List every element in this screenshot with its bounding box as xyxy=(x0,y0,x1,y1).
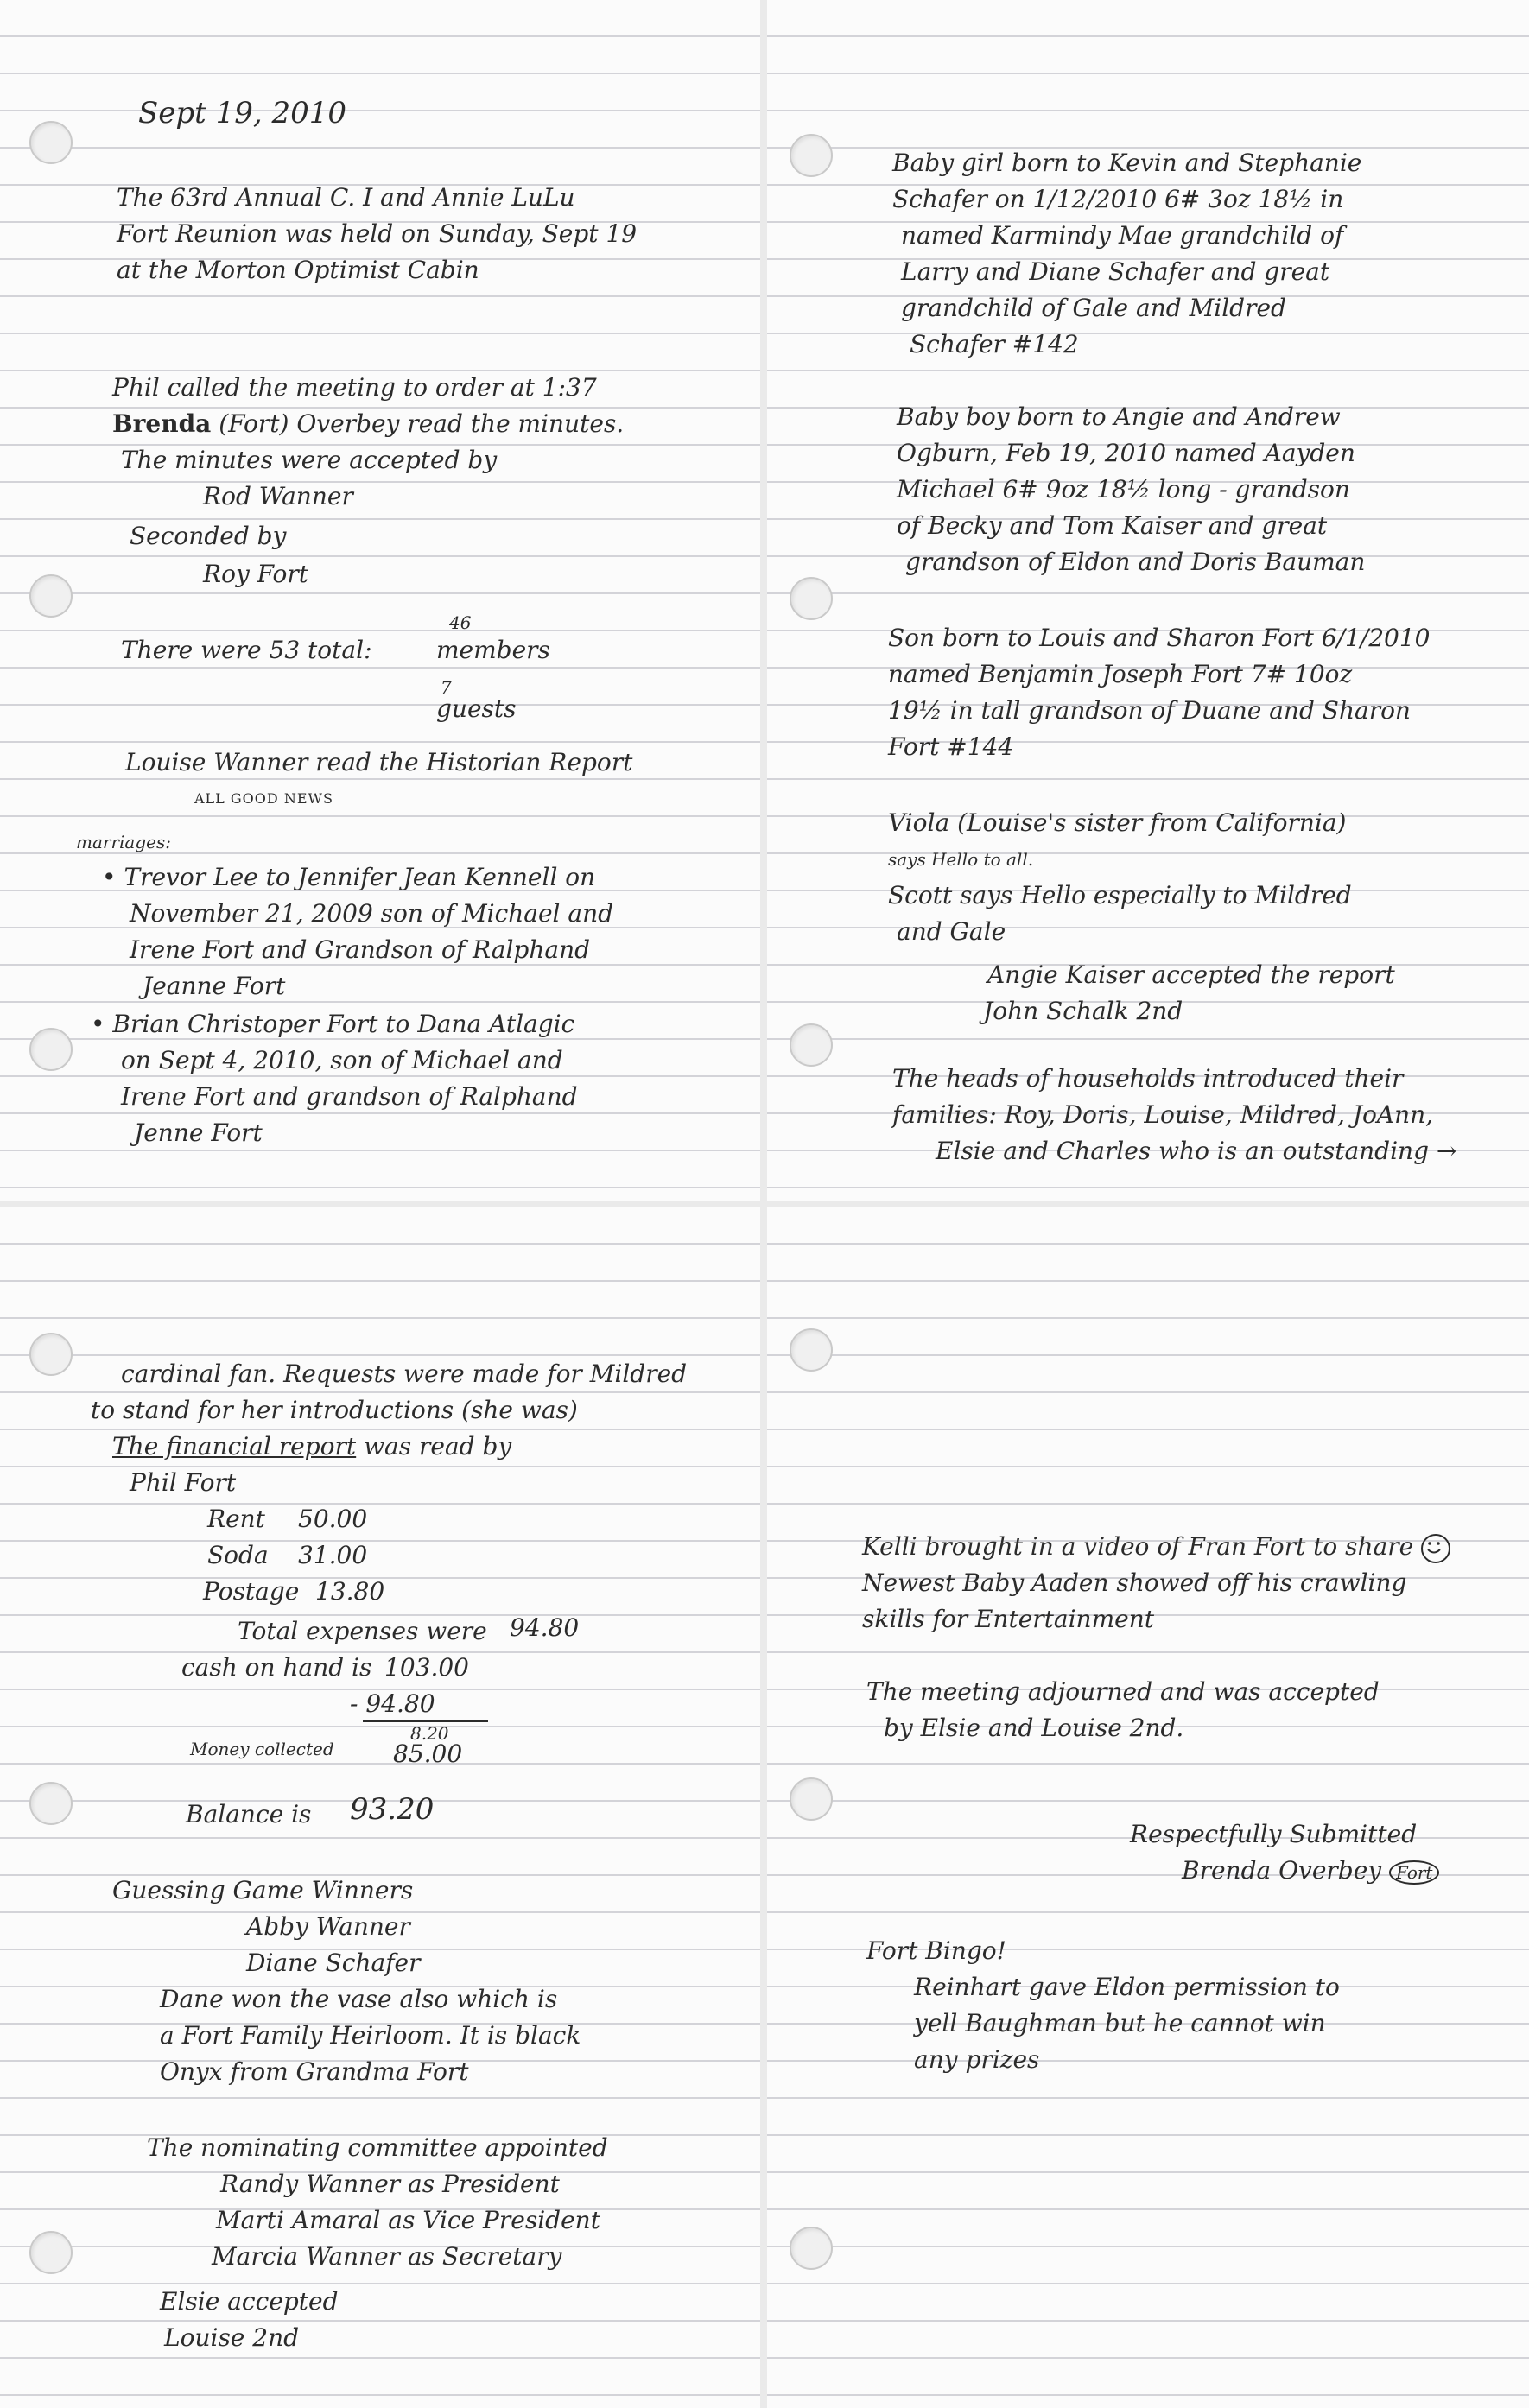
signature-name: Brenda Overbey xyxy=(1182,1856,1382,1885)
greeting-line: Viola (Louise's sister from California) xyxy=(888,808,1347,837)
guessing-game-title: Guessing Game Winners xyxy=(112,1876,414,1904)
minus-expenses: - 94.80 xyxy=(350,1689,435,1718)
guessing-winner: Abby Wanner xyxy=(246,1912,410,1941)
intro-line: The 63rd Annual C. I and Annie LuLu xyxy=(117,183,575,212)
appointment: Marti Amaral as Vice President xyxy=(216,2206,600,2234)
historian-report: Louise Wanner read the Historian Report xyxy=(125,748,633,776)
reader-rest: Overbey read the minutes. xyxy=(296,409,625,438)
notebook-page-1 xyxy=(0,0,760,1201)
punch-hole xyxy=(790,1777,833,1821)
page-gutter-horizontal xyxy=(0,1201,1529,1207)
punch-hole xyxy=(790,1023,833,1067)
guests-label: guests xyxy=(436,694,517,723)
marriage-entry: on Sept 4, 2010, son of Michael and xyxy=(121,1046,563,1074)
members-label: members xyxy=(436,636,550,664)
cash-on-hand: 103.00 xyxy=(384,1653,469,1682)
families-line: The heads of households introduced their xyxy=(892,1064,1404,1093)
birth-announcement: Son born to Louis and Sharon Fort 6/1/2010 xyxy=(888,624,1431,652)
seconded-by: Roy Fort xyxy=(203,560,309,588)
minutes-accepted-by: Rod Wanner xyxy=(203,482,353,510)
punch-hole xyxy=(790,1328,833,1372)
bingo-note: yell Baughman but he cannot win xyxy=(914,2009,1326,2037)
money-collected-label: Money collected xyxy=(190,1739,334,1759)
minutes-accepted-label: The minutes were accepted by xyxy=(121,446,498,474)
vase-note: Onyx from Grandma Fort xyxy=(160,2057,469,2086)
marriage-entry: November 21, 2009 son of Michael and xyxy=(130,899,614,928)
financial-report-line xyxy=(112,1429,511,1465)
greeting-line: and Gale xyxy=(897,917,1006,946)
punch-hole xyxy=(29,574,73,618)
notebook-page-4 xyxy=(767,1207,1529,2408)
balance: 93.20 xyxy=(350,1792,435,1827)
punch-hole xyxy=(29,1782,73,1825)
vase-note: a Fort Family Heirloom. It is black xyxy=(160,2021,581,2050)
reader-maiden-name: (Fort) xyxy=(219,409,289,438)
report-accepted: Angie Kaiser accepted the report xyxy=(987,960,1395,989)
continuation-line: to stand for her introductions (she was) xyxy=(91,1396,578,1424)
birth-announcement: Baby boy born to Angie and Andrew xyxy=(897,402,1341,431)
nominating-intro: The nominating committee appointed xyxy=(147,2133,608,2162)
appointment: Randy Wanner as President xyxy=(220,2170,560,2198)
birth-announcement: Schafer #142 xyxy=(910,330,1079,358)
families-line: families: Roy, Doris, Louise, Mildred, JoAnn, xyxy=(892,1100,1434,1129)
signature-maiden: Fort xyxy=(1389,1860,1439,1885)
expense-label: Soda xyxy=(207,1541,269,1569)
expense-amount: 13.80 xyxy=(315,1577,385,1606)
marriage-entry: • Brian Christoper Fort to Dana Atlagic xyxy=(91,1010,575,1038)
birth-announcement: grandson of Eldon and Doris Bauman xyxy=(905,548,1366,576)
intro-line: at the Morton Optimist Cabin xyxy=(117,256,479,284)
balance-label: Balance is xyxy=(186,1800,312,1828)
birth-announcement: named Karmindy Mae grandchild of xyxy=(901,221,1344,250)
attendance-total: There were 53 total: xyxy=(121,636,372,664)
birth-announcement: Schafer on 1/12/2010 6# 3oz 18½ in xyxy=(892,185,1344,213)
families-line: Elsie and Charles who is an outstanding → xyxy=(936,1137,1457,1165)
signature xyxy=(1182,1853,1439,1891)
reader-first-name: Brenda xyxy=(112,409,212,438)
marriages-label: marriages: xyxy=(76,832,171,852)
birth-announcement: Baby girl born to Kevin and Stephanie xyxy=(892,149,1362,177)
seconded-label: Seconded by xyxy=(130,522,287,550)
video-note xyxy=(862,1529,1450,1565)
meeting-call: Phil called the meeting to order at 1:37 xyxy=(112,373,597,402)
report-second: John Schalk 2nd xyxy=(983,997,1183,1025)
subtotal: 8.20 xyxy=(410,1723,449,1744)
continuation-line: cardinal fan. Requests were made for Mildred xyxy=(121,1359,688,1388)
adjourned-note: by Elsie and Louise 2nd. xyxy=(884,1714,1184,1742)
nomination-second: Louise 2nd xyxy=(164,2323,300,2352)
marriage-entry: Irene Fort and Grandson of Ralphand xyxy=(130,935,591,964)
punch-hole xyxy=(29,1028,73,1071)
birth-announcement: of Becky and Tom Kaiser and great xyxy=(897,511,1328,540)
notebook-page-2 xyxy=(767,0,1529,1201)
punch-hole xyxy=(29,1333,73,1376)
marriage-entry: Irene Fort and grandson of Ralphand xyxy=(121,1082,578,1111)
cash-on-hand-label: cash on hand is xyxy=(181,1653,372,1682)
total-expenses: 94.80 xyxy=(510,1613,580,1642)
birth-announcement: Larry and Diane Schafer and great xyxy=(901,257,1330,286)
money-collected: 85.00 xyxy=(393,1739,463,1768)
punch-hole xyxy=(29,121,73,164)
birth-announcement: Fort #144 xyxy=(888,732,1014,761)
marriage-entry: Jenne Fort xyxy=(134,1118,263,1147)
financial-reader: Phil Fort xyxy=(130,1468,237,1497)
marriage-entry: Jeanne Fort xyxy=(143,972,286,1000)
bingo-note: Reinhart gave Eldon permission to xyxy=(914,1973,1340,2001)
expense-amount: 50.00 xyxy=(298,1505,368,1533)
minutes-date: Sept 19, 2010 xyxy=(138,96,347,130)
bingo-title: Fort Bingo! xyxy=(866,1936,1006,1965)
members-count: 46 xyxy=(449,612,472,633)
intro-line: Fort Reunion was held on Sunday, Sept 19 xyxy=(117,219,638,248)
financial-report-heading: The financial report xyxy=(112,1432,357,1461)
greeting-line: says Hello to all. xyxy=(888,849,1034,870)
financial-was-read: was read by xyxy=(364,1432,512,1461)
guests-count: 7 xyxy=(441,677,452,698)
crawling-note: skills for Entertainment xyxy=(862,1605,1154,1633)
birth-announcement: Ogburn, Feb 19, 2010 named Aayden xyxy=(897,439,1355,467)
sign-off: Respectfully Submitted xyxy=(1130,1820,1418,1848)
all-good-news: ALL GOOD NEWS xyxy=(194,790,333,807)
expense-label: Rent xyxy=(207,1505,265,1533)
notebook-page-3 xyxy=(0,1207,760,2408)
nomination-accepted: Elsie accepted xyxy=(160,2287,339,2316)
marriage-entry: • Trevor Lee to Jennifer Jean Kennell on xyxy=(102,863,596,891)
video-note-text: Kelli brought in a video of Fran Fort to share xyxy=(862,1532,1414,1561)
guessing-winner: Diane Schafer xyxy=(246,1949,421,1977)
punch-hole xyxy=(790,134,833,177)
smiley-face-icon xyxy=(1421,1534,1450,1563)
appointment: Marcia Wanner as Secretary xyxy=(212,2242,562,2271)
punch-hole xyxy=(790,2227,833,2270)
birth-announcement: Michael 6# 9oz 18½ long - grandson xyxy=(897,475,1350,504)
greeting-line: Scott says Hello especially to Mildred xyxy=(888,881,1352,909)
bingo-note: any prizes xyxy=(914,2045,1040,2074)
birth-announcement: grandchild of Gale and Mildred xyxy=(901,294,1286,322)
expense-amount: 31.00 xyxy=(298,1541,368,1569)
vase-note: Dane won the vase also which is xyxy=(160,1985,558,2013)
punch-hole xyxy=(29,2231,73,2274)
birth-announcement: named Benjamin Joseph Fort 7# 10oz xyxy=(888,660,1353,688)
minutes-reader xyxy=(112,406,624,442)
crawling-note: Newest Baby Aaden showed off his crawling xyxy=(862,1568,1407,1597)
punch-hole xyxy=(790,577,833,620)
birth-announcement: 19½ in tall grandson of Duane and Sharon xyxy=(888,696,1411,725)
expense-label: Postage xyxy=(203,1577,300,1606)
total-expenses-label: Total expenses were xyxy=(238,1617,487,1645)
adjourned-note: The meeting adjourned and was accepted xyxy=(866,1677,1380,1706)
